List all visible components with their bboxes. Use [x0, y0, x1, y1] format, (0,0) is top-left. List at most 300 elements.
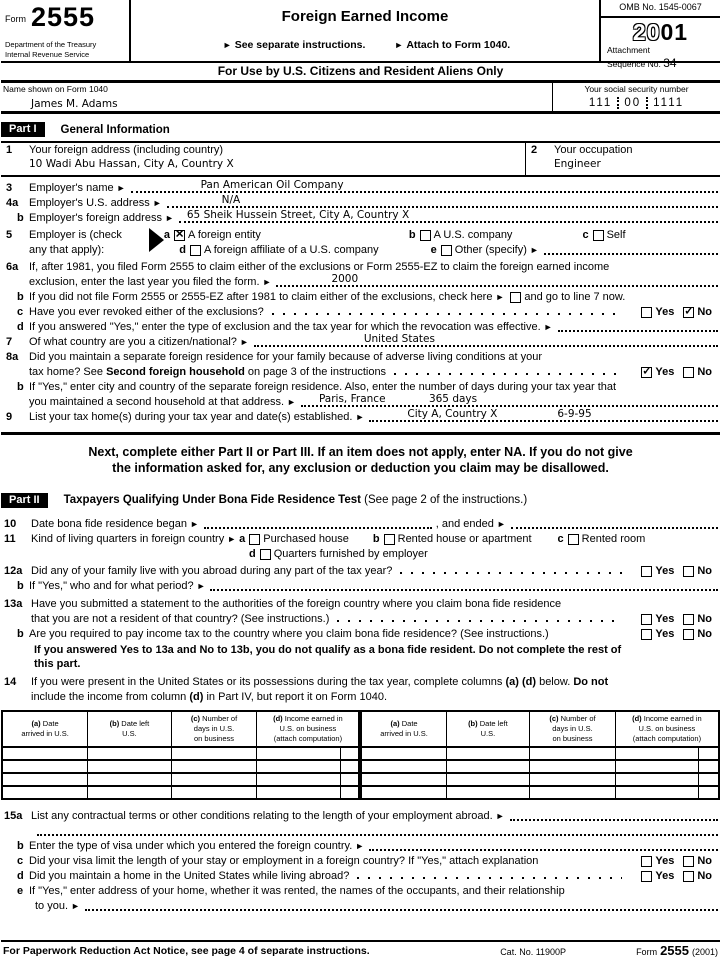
field-value: 365 days [428, 393, 478, 405]
table-cell[interactable] [171, 747, 257, 760]
option-label: Self [606, 229, 626, 241]
table-row [2, 747, 719, 760]
statement-no-checkbox[interactable] [683, 614, 694, 625]
form-footer-id [636, 945, 718, 957]
table-cell[interactable] [360, 773, 446, 786]
no-label: No [697, 627, 712, 640]
line-text-bold: (d) [189, 691, 204, 704]
table-cell[interactable] [360, 747, 446, 760]
table-cell[interactable] [2, 773, 88, 786]
line-text: tax home? See [29, 366, 107, 378]
table-cell[interactable] [2, 747, 88, 760]
last-year-filed-field[interactable] [276, 275, 718, 289]
note-line1: If you answered Yes to 13a and No to 13b, you do not qualify as a bona fide resident. Do not complete the rest of [34, 643, 622, 656]
table-cell[interactable] [360, 760, 446, 773]
line-number: 1 [6, 144, 13, 156]
separate-residence-no-checkbox[interactable] [683, 367, 694, 378]
line-number: 11 [4, 532, 16, 545]
option-letter: b [408, 229, 416, 241]
dot-leader [268, 305, 627, 319]
line-text: Of what country are you a citizen/national? [29, 336, 237, 348]
field-value: 2000 [331, 273, 359, 285]
option-label: Rented room [581, 532, 646, 545]
table-row [2, 760, 719, 773]
line-label: Employer is (check [29, 229, 122, 241]
line-13b-answer [638, 627, 718, 641]
see-instructions-text: See separate instructions. [234, 39, 366, 51]
line-text: If you were present in the United States or its possessions during the tax year, complete columns [31, 676, 506, 689]
field-value: 6-9-95 [557, 408, 592, 420]
form-word: Form [636, 947, 658, 957]
line-text: Did you maintain a separate foreign residence for your family because of adverse living conditions at your [29, 351, 542, 363]
foreign-entity-checkbox[interactable] [174, 230, 185, 241]
line-text: Did your visa limit the length of your stay or employment in a foreign country? If "Yes," attach explanation [29, 855, 539, 868]
line-text: Did any of your family live with you abroad during any part of the tax year? [31, 564, 393, 577]
income-tax-yes-checkbox[interactable] [641, 629, 652, 640]
table-cell[interactable] [615, 747, 699, 760]
dot-leader [333, 612, 626, 626]
dept-line2: Internal Revenue Service [5, 49, 90, 59]
option-letter: c [557, 532, 564, 545]
line-number: d [17, 870, 24, 883]
contract-terms-field-line2[interactable] [37, 824, 718, 838]
form-year: (2001) [691, 947, 718, 957]
check-mark-icon: ✓ [642, 365, 652, 378]
table-cell[interactable] [2, 760, 88, 773]
option-letter: c [582, 229, 589, 241]
arrow-icon [492, 290, 507, 304]
table-row [2, 773, 719, 786]
table-cell[interactable] [446, 747, 530, 760]
line-number: b [17, 212, 24, 224]
family-abroad-yes-checkbox[interactable] [641, 566, 652, 577]
line-number: b [17, 627, 24, 640]
field-value: United States [363, 333, 435, 345]
line-15e [1, 883, 720, 913]
option-label: Quarters furnished by employer [273, 547, 428, 560]
arrow-icon [352, 839, 367, 853]
table-cell[interactable] [530, 747, 616, 760]
line-text: If you did not file Form 2555 or 2555-EZ after 1981 to claim either of the exclusions, check here [29, 291, 493, 303]
ssn-cell [552, 83, 720, 111]
line-15d-answer [638, 869, 718, 883]
no-label: No [697, 306, 712, 318]
option-label: A foreign affiliate of a U.S. company [203, 244, 379, 256]
line-number: 12a [4, 564, 23, 577]
table-cell[interactable] [446, 773, 530, 786]
home-address-field[interactable] [85, 899, 718, 913]
line-10 [1, 516, 720, 531]
field-value: N/A [221, 194, 241, 206]
arrow-icon [237, 335, 252, 349]
line-12a [1, 563, 720, 578]
line-number: 14 [4, 676, 17, 689]
option-letter: a [239, 532, 246, 545]
revoked-yes-checkbox[interactable] [641, 307, 652, 318]
us-presence-table [1, 710, 720, 800]
part1-badge: Part I [1, 122, 45, 137]
table-header-row [2, 711, 719, 747]
table-cell[interactable] [530, 786, 616, 799]
line-label: Employer's name [29, 182, 114, 194]
option-label: Other (specify) [454, 244, 527, 256]
line-label: Employer's U.S. address [29, 197, 150, 209]
table-cell[interactable] [615, 773, 699, 786]
line-1 [1, 143, 526, 175]
citizen-country-field[interactable] [254, 335, 718, 349]
col-c-header: (c) Number of days in U.S. on business [530, 711, 616, 747]
table-cell[interactable] [446, 786, 530, 799]
table-cell[interactable] [340, 760, 360, 773]
visa-limit-no-checkbox[interactable] [683, 856, 694, 867]
table-cell[interactable] [340, 747, 360, 760]
table-cell[interactable] [340, 773, 360, 786]
contract-terms-field[interactable] [510, 809, 718, 823]
employer-quarters-checkbox[interactable] [260, 549, 271, 560]
foreign-affiliate-checkbox[interactable] [190, 245, 201, 256]
line-8a [1, 349, 720, 379]
line-15a-continued [1, 823, 720, 838]
form-title: Foreign Earned Income [281, 8, 449, 25]
arrow-icon [494, 517, 509, 531]
us-home-no-checkbox[interactable] [683, 871, 694, 882]
table-cell[interactable] [171, 773, 257, 786]
table-cell[interactable] [530, 773, 616, 786]
visa-type-field[interactable] [369, 839, 718, 853]
line-6c-answer [638, 305, 718, 319]
line-text: include the income from column [31, 691, 190, 704]
line-number: b [17, 579, 24, 592]
arrow-icon [391, 39, 406, 51]
arrow-icon [224, 532, 239, 546]
line-number: 9 [6, 411, 13, 423]
table-cell[interactable] [446, 760, 530, 773]
line-number: 3 [6, 182, 13, 194]
attach-text: Attach to Form 1040. [406, 39, 511, 51]
table-cell[interactable] [88, 773, 172, 786]
dot-leader [390, 365, 626, 379]
line-text: List your tax home(s) during your tax year and date(s) established. [29, 411, 353, 423]
yes-label: Yes [655, 564, 675, 577]
line-number: d [17, 321, 24, 333]
sequence-number: 34 [663, 56, 677, 71]
line-5 [1, 225, 720, 257]
line-text: If "Yes," enter city and country of the separate foreign residence. Also, enter the number of days during your tax year that [29, 381, 617, 393]
line-15b [1, 838, 720, 853]
line-number: 8a [6, 351, 19, 363]
table-cell[interactable] [88, 747, 172, 760]
pointer-icon [149, 228, 164, 252]
x-mark-icon: ✕ [174, 228, 185, 241]
table-cell[interactable] [340, 786, 360, 799]
ssn-part1: 111 [588, 97, 613, 109]
divider [1, 432, 720, 435]
form-word: Form [5, 14, 26, 24]
table-cell[interactable] [699, 786, 719, 799]
dot-leader [353, 869, 626, 883]
tax-year: 2001 [632, 19, 689, 45]
table-cell[interactable] [615, 760, 699, 773]
line-text: If you answered "Yes," enter the type of exclusion and the tax year for which the revocation was effective. [29, 321, 541, 333]
ssn-separator [617, 97, 619, 109]
ssn-part2: 00 [624, 97, 642, 109]
option-label: Purchased house [263, 532, 349, 545]
option-label: A foreign entity [188, 229, 261, 241]
residence-ended-field[interactable] [511, 517, 718, 531]
line-2 [526, 143, 720, 175]
note-line2: this part. [34, 657, 81, 670]
line-number: b [17, 291, 24, 303]
line-14 [1, 671, 720, 704]
form-title-block [131, 0, 599, 61]
col-c-header: (c) Number of days in U.S. on business [171, 711, 257, 747]
line-text: Date bona fide residence began [31, 517, 187, 530]
usage-banner: For Use by U.S. Citizens and Resident Aliens Only [1, 63, 720, 83]
identity-row [1, 83, 720, 114]
page-footer [1, 940, 720, 963]
col-b-header: (b) Date left U.S. [88, 711, 172, 747]
line-12b [1, 578, 720, 593]
purchased-house-checkbox[interactable] [249, 534, 260, 545]
arrow-icon [187, 517, 202, 531]
yes-label: Yes [655, 627, 675, 640]
option-label: A U.S. company [433, 229, 513, 241]
separate-residence-yes-checkbox[interactable] [641, 367, 652, 378]
line-13-note [1, 643, 720, 672]
line-text: you maintained a second household at that address. [29, 396, 285, 408]
table-cell[interactable] [699, 747, 719, 760]
line-number: 5 [6, 229, 13, 241]
line-number: b [17, 840, 24, 853]
note-line1: Next, complete either Part II or Part III. If an item does not apply, enter NA. If you do not give [88, 445, 633, 459]
table-cell[interactable] [171, 786, 257, 799]
line-number: c [17, 306, 24, 318]
revoked-no-checkbox[interactable] [683, 307, 694, 318]
yes-label: Yes [655, 855, 675, 868]
arrow-icon [114, 181, 129, 195]
employer-name-field[interactable] [131, 181, 718, 195]
line-text: that you are not a resident of that country? (See instructions.) [31, 612, 330, 625]
ssn-part3: 1111 [653, 97, 685, 109]
revocation-field[interactable] [558, 320, 718, 334]
line-text: to you. [35, 900, 69, 913]
line-6a [1, 257, 720, 289]
line-text: on page 3 of the instructions [244, 366, 387, 378]
name-label: Name shown on Form 1040 [3, 84, 108, 94]
arrow-icon [260, 275, 275, 289]
part2-bar [1, 493, 720, 508]
check-here-checkbox[interactable] [510, 292, 521, 303]
dept-line1: Department of the Treasury [5, 40, 97, 50]
line-1-2-box [1, 141, 720, 177]
line-text: If "Yes," enter address of your home, whether it was rented, the names of the occupants, and their relationship [29, 885, 565, 898]
us-company-checkbox[interactable] [420, 230, 431, 241]
line-15a [1, 808, 720, 823]
line-15c-answer [638, 854, 718, 868]
yes-label: Yes [655, 366, 675, 378]
table-cell[interactable] [360, 786, 446, 799]
line-13b [1, 626, 720, 641]
line-label: any that apply): [29, 244, 105, 256]
separate-residence-field[interactable] [301, 395, 718, 409]
rented-house-checkbox[interactable] [384, 534, 395, 545]
line-text: exclusion, enter the last year you filed the form. [29, 276, 260, 288]
line-15d [1, 868, 720, 883]
line-number: 7 [6, 336, 13, 348]
table-cell[interactable] [530, 760, 616, 773]
yes-label: Yes [655, 612, 675, 625]
table-cell[interactable] [88, 786, 172, 799]
table-cell[interactable] [257, 747, 341, 760]
arrow-icon [220, 39, 235, 51]
tax-home-field[interactable] [369, 410, 718, 424]
table-cell[interactable] [2, 786, 88, 799]
no-label: No [697, 366, 712, 378]
line-12a-answer [638, 564, 718, 578]
family-abroad-no-checkbox[interactable] [683, 566, 694, 577]
catalog-number: Cat. No. 11900P [500, 947, 567, 957]
no-label: No [697, 870, 712, 883]
omb-block [599, 0, 720, 71]
name-cell [1, 83, 552, 111]
ssn-separator [646, 97, 648, 109]
option-letter: d [179, 244, 186, 256]
line-9 [1, 409, 720, 424]
us-home-yes-checkbox[interactable] [641, 871, 652, 882]
line-number: 4a [6, 197, 19, 209]
statement-yes-checkbox[interactable] [641, 614, 652, 625]
part2-heading: Taxpayers Qualifying Under Bona Fide Residence Test [63, 494, 361, 506]
table-cell[interactable] [257, 760, 341, 773]
other-checkbox[interactable] [441, 245, 452, 256]
part1-bar [1, 122, 720, 137]
income-tax-no-checkbox[interactable] [683, 629, 694, 640]
attachment-label: Attachment [607, 45, 650, 55]
line-text-bold: Do not [573, 676, 609, 689]
omb-number: OMB No. 1545-0067 [601, 0, 720, 18]
option-letter: d [249, 547, 256, 560]
sequence-label: Sequence No. [607, 59, 661, 70]
line-6c [1, 304, 720, 319]
col-b-header: (b) Date left U.S. [446, 711, 530, 747]
option-letter: b [372, 532, 380, 545]
arrow-icon [541, 320, 556, 334]
table-cell[interactable] [171, 760, 257, 773]
line-text: Did you maintain a home in the United States while living abroad? [29, 870, 350, 883]
arrow-icon [162, 211, 177, 225]
check-mark-icon: ✓ [684, 305, 694, 318]
other-specify-field[interactable] [544, 243, 718, 257]
table-cell[interactable] [88, 760, 172, 773]
table-cell[interactable] [699, 760, 719, 773]
line-number: 2 [531, 144, 538, 156]
visa-limit-yes-checkbox[interactable] [641, 856, 652, 867]
ssn-field[interactable] [555, 97, 718, 109]
self-checkbox[interactable] [593, 230, 604, 241]
line-6b [1, 289, 720, 304]
arrow-icon [493, 809, 508, 823]
field-value: 65 Sheik Hussein Street, City A, Country X [186, 209, 410, 221]
line-number: e [17, 885, 24, 898]
rented-room-checkbox[interactable] [568, 534, 579, 545]
line-15c [1, 853, 720, 868]
form-number: 2555 [660, 943, 689, 959]
table-cell[interactable] [615, 786, 699, 799]
line-text: Are you required to pay income tax to the country where you claim bona fide residence? (See instructions.) [29, 627, 549, 640]
line-8b [1, 379, 720, 409]
line-text: below. [536, 676, 574, 689]
line-7 [1, 334, 720, 349]
ssn-label: Your social security number [584, 84, 689, 94]
arrow-icon [68, 899, 83, 913]
occupation-field[interactable]: Engineer [554, 158, 601, 170]
line-text: If, after 1981, you filed Form 2555 to claim either of the exclusions or Form 2555-EZ to claim the foreign earned income [29, 261, 610, 273]
option-letter: e [430, 244, 437, 256]
table-cell[interactable] [699, 773, 719, 786]
line-8a-answer [638, 365, 718, 379]
arrow-icon [352, 410, 367, 424]
line-label: Your foreign address (including country) [29, 144, 224, 156]
line-6d [1, 319, 720, 334]
no-label: No [697, 612, 712, 625]
line-text-bold: (a) (d) [505, 676, 537, 689]
note-line2: the information asked for, any exclusion or deduction you claim may be disallowed. [112, 461, 609, 476]
line-3 [1, 180, 720, 195]
line-13a-answer [638, 612, 718, 626]
col-a-header: (a) Date arrived in U.S. [2, 711, 88, 747]
part2-badge: Part II [1, 493, 48, 508]
col-d-header: (d) Income earned in U.S. on business (attach computation) [615, 711, 719, 747]
no-label: No [697, 564, 712, 577]
residence-began-field[interactable] [204, 517, 432, 531]
line-text: in Part IV, but report it on Form 1040. [203, 691, 388, 704]
employer-foreign-address-field[interactable] [179, 211, 718, 225]
line-11d [1, 546, 720, 561]
arrow-icon [150, 196, 165, 210]
field-value: City A, Country X [407, 408, 498, 420]
arrow-icon [284, 395, 299, 409]
foreign-address-field[interactable]: 10 Wadi Abu Hassan, City A, Country X [29, 158, 234, 170]
field-value: Paris, France [318, 393, 386, 405]
form-number-block [1, 0, 131, 61]
line-text: , and ended [435, 517, 494, 530]
no-label: No [697, 855, 712, 868]
line-label: Employer's foreign address [29, 212, 162, 224]
yes-label: Yes [655, 870, 675, 883]
line-number: 13a [4, 597, 23, 610]
part1-heading: General Information [60, 123, 170, 136]
line-4b [1, 210, 720, 225]
table-cell[interactable] [257, 786, 341, 799]
line-number: 10 [4, 517, 17, 530]
line-text-bold: Second foreign household [106, 366, 245, 378]
name-field[interactable]: James M. Adams [31, 98, 118, 110]
col-d-header: (d) Income earned in U.S. on business (attach computation) [257, 711, 361, 747]
line-text: List any contractual terms or other conditions relating to the length of your employment abroad. [31, 810, 493, 823]
col-a-header: (a) Date arrived in U.S. [360, 711, 446, 747]
line-13a [1, 593, 720, 626]
table-row [2, 786, 719, 799]
family-period-field[interactable] [210, 579, 718, 593]
arrow-icon [194, 579, 209, 593]
line-text: Have you submitted a statement to the authorities of the foreign country where you claim bona fide residence [31, 597, 562, 610]
option-label: Rented house or apartment [397, 532, 532, 545]
line-number: b [17, 381, 24, 393]
field-value: Pan American Oil Company [200, 179, 344, 191]
line-text: Have you ever revoked either of the exclusions? [29, 306, 264, 318]
table-cell[interactable] [257, 773, 341, 786]
line-text: Kind of living quarters in foreign country [31, 532, 225, 545]
